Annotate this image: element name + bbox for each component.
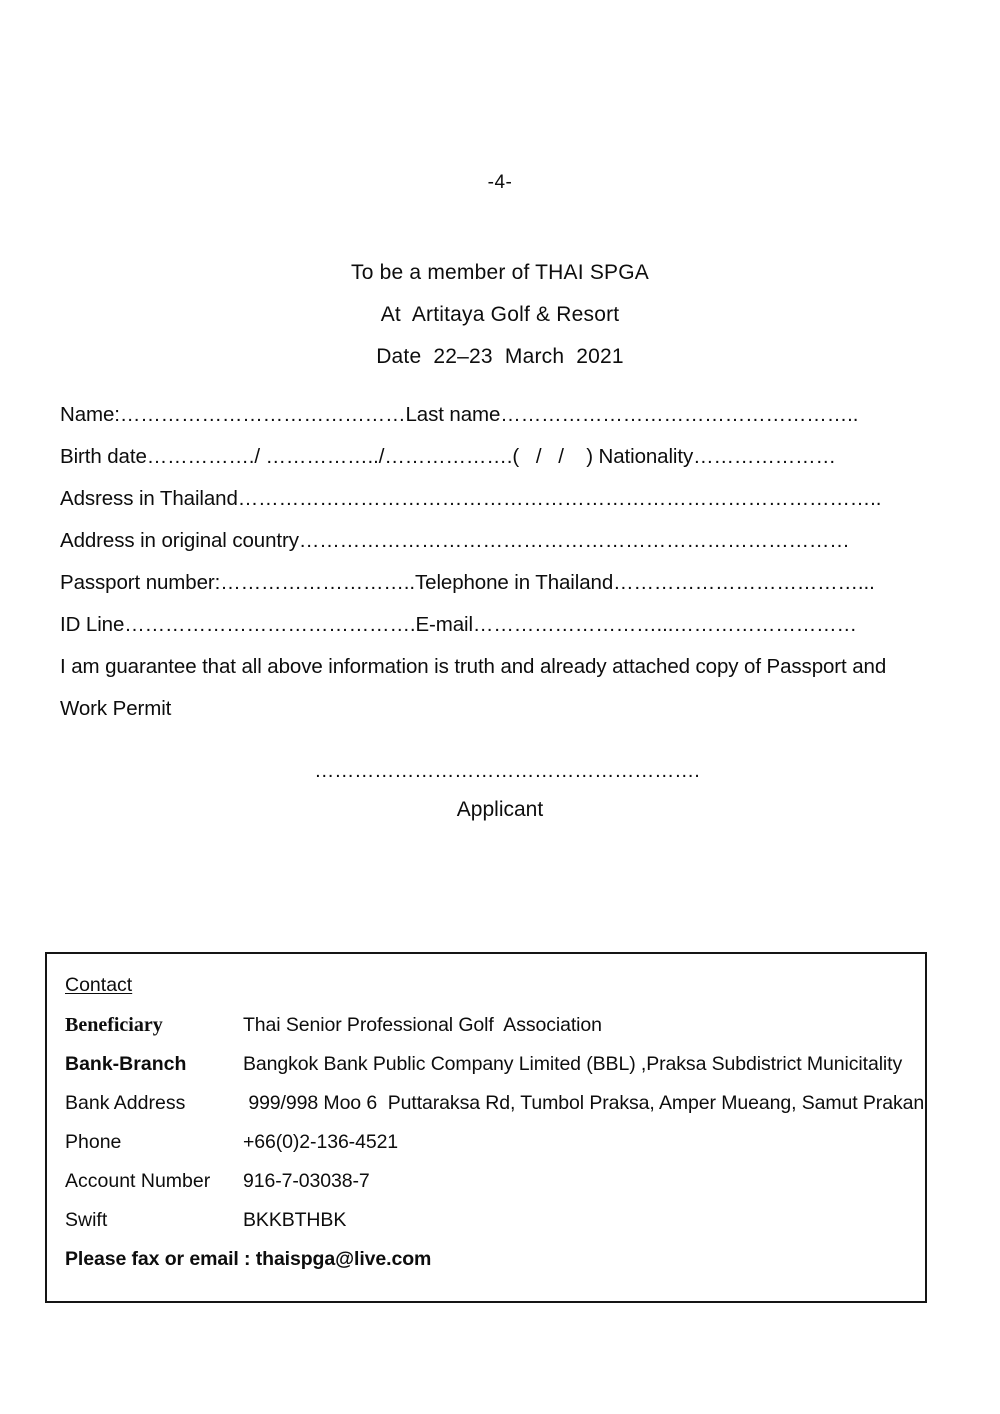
heading-line-organization: To be a member of THAI SPGA: [351, 261, 649, 284]
contact-row-bank-address: [65, 1084, 925, 1123]
contact-details-list: [65, 1006, 925, 1240]
form-field-id-line-email[interactable]: ID Line…………………………………….E-mail………………………...………………………: [60, 613, 857, 636]
contact-box: [45, 952, 927, 1303]
contact-row-swift: [65, 1201, 925, 1240]
contact-label-bank-branch: Bank-Branch: [65, 1053, 187, 1075]
document-heading: [0, 252, 1000, 378]
contact-row-account-number: [65, 1162, 925, 1201]
contact-value-phone: +66(0)2-136-4521: [243, 1131, 399, 1153]
contact-value-account-number: 916-7-03038-7: [243, 1170, 370, 1192]
heading-line-venue: At Artitaya Golf & Resort: [380, 303, 620, 326]
form-field-address-original-country[interactable]: Address in original country………………………………………………………………………: [60, 529, 850, 552]
contact-value-bank-branch: Bangkok Bank Public Company Limited (BBL) ,Praksa Subdistrict Municitality: [243, 1053, 903, 1075]
contact-label-beneficiary: Beneficiary: [65, 1014, 163, 1036]
form-field-birth-date[interactable]: Birth date……………./ ……………../……………….( / / ) Nationality…………………: [60, 445, 836, 468]
contact-box-title: Contact: [65, 974, 133, 996]
contact-label-swift: Swift: [65, 1209, 108, 1231]
signature-line[interactable]: ………………………………………………….: [314, 760, 700, 782]
form-field-address-thailand[interactable]: Adsress in Thailand…………………………………………………………………………………..: [60, 487, 882, 510]
contact-row-beneficiary: [65, 1006, 925, 1045]
heading-line-date: Date 22–23 March 2021: [376, 345, 624, 368]
guarantee-line-1: I am guarantee that all above information is truth and already attached copy of Passport and: [60, 655, 887, 678]
guarantee-statement: [60, 646, 940, 730]
contact-label-account-number: Account Number: [65, 1170, 211, 1192]
contact-row-bank-branch: [65, 1045, 925, 1084]
contact-value-swift: BKKBTHBK: [243, 1209, 347, 1231]
contact-label-bank-address: Bank Address: [65, 1092, 186, 1114]
form-field-passport-number[interactable]: Passport number:………………………..Telephone in Thailand………………………………...: [60, 571, 875, 594]
contact-label-phone: Phone: [65, 1131, 122, 1153]
signature-area: [0, 752, 1000, 830]
page-number: -4-: [487, 172, 513, 193]
contact-value-beneficiary: Thai Senior Professional Golf Association: [243, 1014, 602, 1036]
application-form-fields: [60, 394, 930, 646]
contact-value-bank-address: 999/998 Moo 6 Puttaraksa Rd, Tumbol Praksa, Amper Mueang, Samut Prakan: [243, 1092, 925, 1114]
contact-row-phone: [65, 1123, 925, 1162]
form-field-name[interactable]: Name:……………………………………Last name……………………………………………..: [60, 403, 859, 426]
guarantee-line-2: Work Permit: [60, 697, 172, 720]
contact-footer-fax-email: Please fax or email : thaispga@live.com: [65, 1248, 432, 1270]
signature-label-applicant: Applicant: [456, 798, 544, 821]
